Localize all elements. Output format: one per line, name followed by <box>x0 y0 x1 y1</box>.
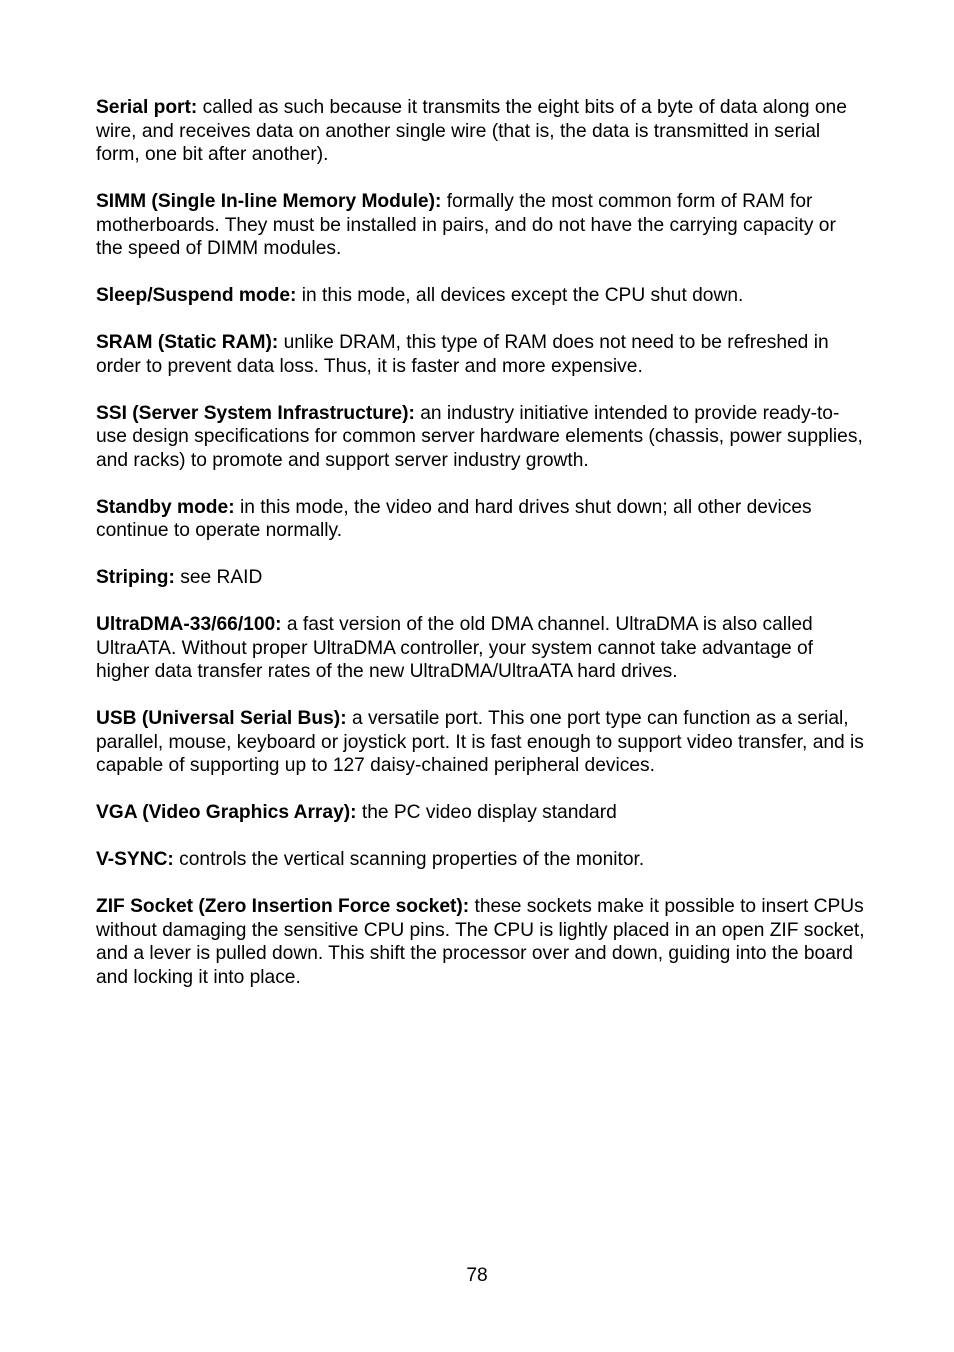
glossary-term: SIMM (Single In-line Memory Module): <box>96 191 442 212</box>
glossary-term: Sleep/Suspend mode: <box>96 285 297 306</box>
glossary-definition: a versatile port. This one port type can function as a serial, parallel, mouse, keyboard or joystick port. It is fast enough to support video transfer, and is capable of supporting up to 127 daisy-chained peripheral devices. <box>96 708 864 776</box>
glossary-definition: a fast version of the old DMA channel. UltraDMA is also called UltraATA. Without proper UltraDMA controller, your system cannot take advantage of higher data transfer rates of the new UltraDMA/UltraATA hard drives. <box>96 614 813 682</box>
glossary-definition: controls the vertical scanning properties of the monitor. <box>179 849 645 870</box>
glossary-entry-ultradma <box>96 613 866 684</box>
page-number: 78 <box>466 1265 488 1286</box>
glossary-definition: see RAID <box>180 567 263 588</box>
glossary-entry-simm <box>96 190 866 261</box>
glossary-page <box>96 96 866 1013</box>
glossary-entry-usb <box>96 707 866 778</box>
glossary-term: UltraDMA-33/66/100: <box>96 614 282 635</box>
glossary-entry-serial-port <box>96 96 866 167</box>
glossary-entry-striping <box>96 566 866 590</box>
glossary-definition: formally the most common form of RAM for motherboards. They must be installed in pairs, and do not have the carrying capacity or the speed of DIMM modules. <box>96 191 836 259</box>
glossary-term: Serial port: <box>96 97 198 118</box>
glossary-term: Standby mode: <box>96 496 235 518</box>
glossary-definition: in this mode, all devices except the CPU shut down. <box>301 285 744 306</box>
glossary-entry-vga <box>96 801 866 825</box>
glossary-entry-sleep-suspend <box>96 284 866 308</box>
glossary-term: ZIF Socket (Zero Insertion Force socket): <box>96 896 470 917</box>
glossary-entry-zif-socket <box>96 895 866 989</box>
glossary-definition: the PC video display standard <box>361 802 617 823</box>
glossary-term: V-SYNC: <box>96 849 174 870</box>
glossary-entry-sram <box>96 331 866 378</box>
glossary-term: Striping: <box>96 567 175 588</box>
glossary-definition: called as such because it transmits the eight bits of a byte of data along one wire, and receives data on another single wire (that is, the data is transmitted in serial form, one bit after another). <box>96 97 847 165</box>
glossary-definition: unlike DRAM, this type of RAM does not need to be refreshed in order to prevent data loss. Thus, it is faster and more expensive. <box>96 332 829 377</box>
glossary-entry-v-sync <box>96 848 866 872</box>
glossary-term: USB (Universal Serial Bus): <box>96 708 347 729</box>
glossary-entry-ssi <box>96 402 866 473</box>
glossary-definition: in this mode, the video and hard drives shut down; all other devices continue to operate normally. <box>96 496 812 541</box>
glossary-term: VGA (Video Graphics Array): <box>96 802 357 823</box>
glossary-term: SRAM (Static RAM): <box>96 332 279 353</box>
glossary-entry-standby <box>96 496 866 543</box>
glossary-definition: an industry initiative intended to provide ready-to-use design specifications for common server hardware elements (chassis, power supplies, and racks) to promote and support server industry growth. <box>96 402 863 471</box>
glossary-definition: these sockets make it possible to insert CPUs without damaging the sensitive CPU pins. The CPU is lightly placed in an open ZIF socket, and a lever is pulled down. This shift the processor over and down, guiding into the board and locking it into place. <box>96 896 865 988</box>
glossary-term: SSI (Server System Infrastructure): <box>96 402 415 424</box>
